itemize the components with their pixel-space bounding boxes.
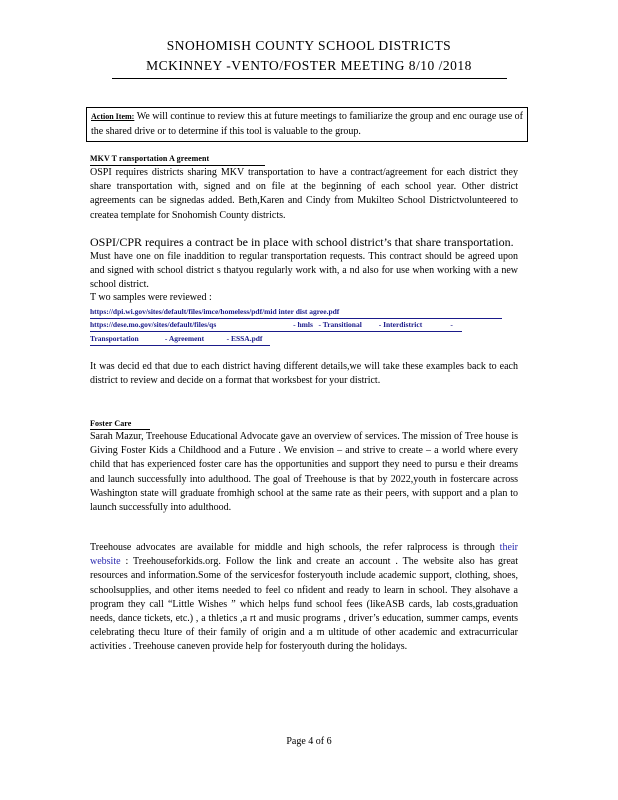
samples-intro: T wo samples were reviewed : — [90, 292, 212, 303]
document-title-line2: MCKINNEY -VENTO/FOSTER MEETING 8/10 /2018 — [146, 58, 472, 73]
foster-paragraph-2-start: Treehouse advocates are available for middle and high schools, the refer ralprocess is through — [90, 542, 495, 553]
mkv-paragraph-3: It was decid ed that due to each district having different details,we will take these examples back to each district to review and decide on a format that worksbest for your district. — [90, 361, 518, 387]
page-number: Page 4 of 6 — [286, 736, 332, 747]
foster-paragraph-2-rest: : Treehouseforkids.org. Follow the link and create an account . The website also has great resources and information.Some of the servicesfor fosteryouth include academic support, clothing, shoes, schoolsupplies, and other items needed to feel co nfident and ready to learn in school. They alsohave a program they call “Little Wishes ” which helps fund school fees (likeASB cards, lab costs,graduation needs, dance tickets, etc.) , a thletics ,a rt and music programs , driver’s education, summer camps, events celebrating thecu lture of their family of origin and a m ultitude of other academic and extracurricular activities . Treehouse caneven provide help for fosteryouth during the holidays. — [90, 556, 518, 653]
action-item-label: Action Item: — [91, 112, 135, 121]
sample-link-2-underline1 — [90, 331, 462, 332]
mkv-paragraph-1: OSPI requires districts sharing MKV transportation to have a contract/agreement for each district they share transportation with, signed and on file at the beginning of each school year. Other district agreements can be signedas added. Beth,Karen and Cindy from Mukilteo School Districtvolunteered to createa template for Snohomish County districts. — [90, 167, 518, 221]
document-title-line1: SNOHOMISH COUNTY SCHOOL DISTRICTS — [166, 38, 452, 53]
mkv-heading: MKV T ransportation A greement — [90, 154, 210, 163]
sample-link-2-underline2 — [90, 345, 270, 346]
sample-link-2-line1[interactable]: https://dese.mo.gov/sites/default/files/qs - hmls - Transitional - Interdistrict - — [90, 320, 453, 329]
title-underline — [112, 78, 507, 79]
foster-care-heading: Foster Care — [90, 419, 132, 428]
action-item-text: We will continue to review this at future meetings to familiarize the group and enc ourage use of the shared drive or to determine if this tool is valuable to the group. — [91, 111, 523, 137]
sample-link-1[interactable]: https://dpi.wi.gov/sites/default/files/imce/homeless/pdf/mid inter dist agree.pdf — [90, 307, 340, 316]
mkv-paragraph-2: Must have one on file inaddition to regular transportation requests. This contract should be agreed upon and signed with school district s thatyou regularly work with, a nd also for use when working with a new school district. — [90, 251, 518, 291]
treehouse-website-link[interactable]: their website — [90, 542, 518, 568]
foster-paragraph-2 — [90, 541, 518, 655]
mkv-paragraph-2-lead: OSPI/CPR requires a contract be in place with school district’s that share transportation. — [90, 235, 514, 249]
sample-link-2-line2[interactable]: Transportation - Agreement - ESSA.pdf — [90, 334, 263, 343]
sample-link-1-underline — [90, 318, 502, 319]
foster-paragraph-1: Sarah Mazur, Treehouse Educational Advocate gave an overview of services. The mission of Tree house is Giving Foster Kids a Childhood and a Future . We envision – and strive to create – a world where every child that has experienced foster care has the opportunities and support they need to pursu e their dreams and launch successfully into adulthood. The goal of Treehouse is that by 2022,youth in fostercare across Washington state will graduate fromhigh school at the same rate as their peers, with support and a plan to launch successfully into adulthood. — [90, 431, 518, 514]
action-item-box — [86, 107, 528, 142]
